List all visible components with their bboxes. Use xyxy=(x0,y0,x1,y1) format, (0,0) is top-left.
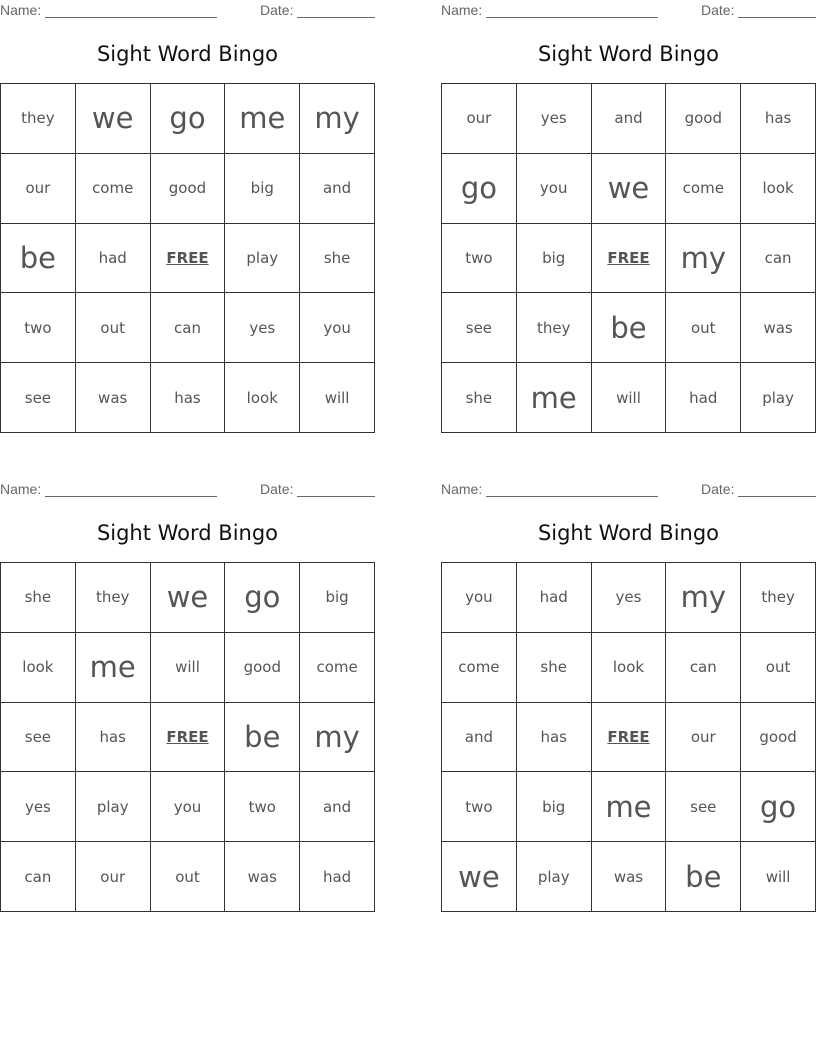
name-date-row xyxy=(441,481,816,499)
date-line xyxy=(297,496,375,497)
bingo-cell: see xyxy=(442,293,517,363)
bingo-cell: play xyxy=(517,842,592,912)
bingo-cell: can xyxy=(741,224,816,294)
bingo-cell: and xyxy=(592,84,667,154)
bingo-cell: see xyxy=(1,703,76,773)
bingo-cell: they xyxy=(741,563,816,633)
bingo-cell: my xyxy=(300,703,375,773)
bingo-cell: has xyxy=(517,703,592,773)
name-label: Name: xyxy=(441,481,483,497)
bingo-cell: good xyxy=(741,703,816,773)
bingo-cell: was xyxy=(76,363,151,433)
bingo-cell: you xyxy=(300,293,375,363)
bingo-cell: be xyxy=(1,224,76,294)
bingo-cell: had xyxy=(76,224,151,294)
bingo-cell: our xyxy=(1,154,76,224)
card-title: Sight Word Bingo xyxy=(537,42,720,66)
bingo-cell: good xyxy=(666,84,741,154)
bingo-cell: be xyxy=(592,293,667,363)
bingo-cell: they xyxy=(1,84,76,154)
bingo-cell: had xyxy=(300,842,375,912)
bingo-card-3 xyxy=(0,479,375,914)
bingo-cell: will xyxy=(151,633,226,703)
bingo-cell: go xyxy=(225,563,300,633)
bingo-cell: will xyxy=(592,363,667,433)
bingo-cell: good xyxy=(151,154,226,224)
free-space: FREE xyxy=(151,703,226,773)
bingo-cell: will xyxy=(300,363,375,433)
name-date-row xyxy=(0,481,375,499)
bingo-cell: me xyxy=(592,772,667,842)
card-title: Sight Word Bingo xyxy=(537,521,720,545)
free-space: FREE xyxy=(151,224,226,294)
bingo-cell: big xyxy=(300,563,375,633)
bingo-cell: our xyxy=(76,842,151,912)
card-title: Sight Word Bingo xyxy=(96,521,279,545)
name-line xyxy=(45,496,217,497)
bingo-cell: had xyxy=(666,363,741,433)
bingo-cell: come xyxy=(442,633,517,703)
bingo-cell: big xyxy=(517,772,592,842)
bingo-cell: come xyxy=(666,154,741,224)
bingo-cell: has xyxy=(76,703,151,773)
name-label: Name: xyxy=(441,2,483,18)
bingo-cell: yes xyxy=(225,293,300,363)
bingo-cell: see xyxy=(1,363,76,433)
bingo-cell: yes xyxy=(1,772,76,842)
bingo-cell: big xyxy=(225,154,300,224)
date-label: Date: xyxy=(701,2,735,18)
bingo-cell: we xyxy=(76,84,151,154)
name-line xyxy=(486,496,658,497)
bingo-cell: go xyxy=(151,84,226,154)
bingo-cell: yes xyxy=(517,84,592,154)
date-line xyxy=(297,17,375,18)
date-label: Date: xyxy=(701,481,735,497)
bingo-grid xyxy=(0,83,375,433)
bingo-cell: our xyxy=(442,84,517,154)
bingo-cell: good xyxy=(225,633,300,703)
name-label: Name: xyxy=(0,481,42,497)
bingo-cell: you xyxy=(442,563,517,633)
bingo-cell: had xyxy=(517,563,592,633)
date-line xyxy=(738,17,816,18)
bingo-grid xyxy=(441,562,816,912)
bingo-cell: has xyxy=(151,363,226,433)
bingo-cell: they xyxy=(76,563,151,633)
date-label: Date: xyxy=(260,2,294,18)
bingo-cell: was xyxy=(225,842,300,912)
bingo-cell: play xyxy=(741,363,816,433)
bingo-cell: big xyxy=(517,224,592,294)
bingo-cell: go xyxy=(741,772,816,842)
bingo-cell: you xyxy=(151,772,226,842)
bingo-grid xyxy=(0,562,375,912)
bingo-cell: two xyxy=(225,772,300,842)
bingo-cell: play xyxy=(76,772,151,842)
bingo-cell: she xyxy=(442,363,517,433)
free-space: FREE xyxy=(592,703,667,773)
bingo-cell: was xyxy=(741,293,816,363)
bingo-cell: out xyxy=(76,293,151,363)
bingo-cell: see xyxy=(666,772,741,842)
bingo-cell: can xyxy=(666,633,741,703)
bingo-cell: go xyxy=(442,154,517,224)
bingo-cell: my xyxy=(666,563,741,633)
bingo-cell: out xyxy=(666,293,741,363)
bingo-cell: my xyxy=(666,224,741,294)
bingo-cell: can xyxy=(151,293,226,363)
bingo-cell: she xyxy=(517,633,592,703)
bingo-card-1 xyxy=(0,0,375,435)
bingo-cell: they xyxy=(517,293,592,363)
bingo-cell: play xyxy=(225,224,300,294)
bingo-cell: be xyxy=(666,842,741,912)
bingo-cell: me xyxy=(517,363,592,433)
name-date-row xyxy=(441,2,816,20)
name-line xyxy=(486,17,658,18)
bingo-cell: me xyxy=(225,84,300,154)
bingo-cell: my xyxy=(300,84,375,154)
bingo-cell: out xyxy=(741,633,816,703)
bingo-cell: yes xyxy=(592,563,667,633)
bingo-cell: our xyxy=(666,703,741,773)
bingo-cell: be xyxy=(225,703,300,773)
bingo-cell: you xyxy=(517,154,592,224)
name-line xyxy=(45,17,217,18)
name-date-row xyxy=(0,2,375,20)
bingo-card-4 xyxy=(441,479,816,914)
bingo-cell: two xyxy=(1,293,76,363)
bingo-cell: and xyxy=(300,772,375,842)
bingo-cell: she xyxy=(300,224,375,294)
bingo-cell: has xyxy=(741,84,816,154)
bingo-cell: come xyxy=(76,154,151,224)
bingo-cell: look xyxy=(741,154,816,224)
bingo-cell: we xyxy=(592,154,667,224)
bingo-cell: she xyxy=(1,563,76,633)
bingo-cell: will xyxy=(741,842,816,912)
bingo-cell: and xyxy=(300,154,375,224)
bingo-cell: we xyxy=(151,563,226,633)
bingo-cell: me xyxy=(76,633,151,703)
name-label: Name: xyxy=(0,2,42,18)
bingo-cell: look xyxy=(225,363,300,433)
bingo-cell: two xyxy=(442,772,517,842)
bingo-card-2 xyxy=(441,0,816,435)
date-label: Date: xyxy=(260,481,294,497)
bingo-cell: look xyxy=(592,633,667,703)
free-space: FREE xyxy=(592,224,667,294)
date-line xyxy=(738,496,816,497)
bingo-cell: two xyxy=(442,224,517,294)
bingo-cell: was xyxy=(592,842,667,912)
bingo-cell: come xyxy=(300,633,375,703)
bingo-cell: look xyxy=(1,633,76,703)
bingo-cell: out xyxy=(151,842,226,912)
bingo-cell: and xyxy=(442,703,517,773)
bingo-cell: we xyxy=(442,842,517,912)
card-title: Sight Word Bingo xyxy=(96,42,279,66)
bingo-grid xyxy=(441,83,816,433)
bingo-cell: can xyxy=(1,842,76,912)
